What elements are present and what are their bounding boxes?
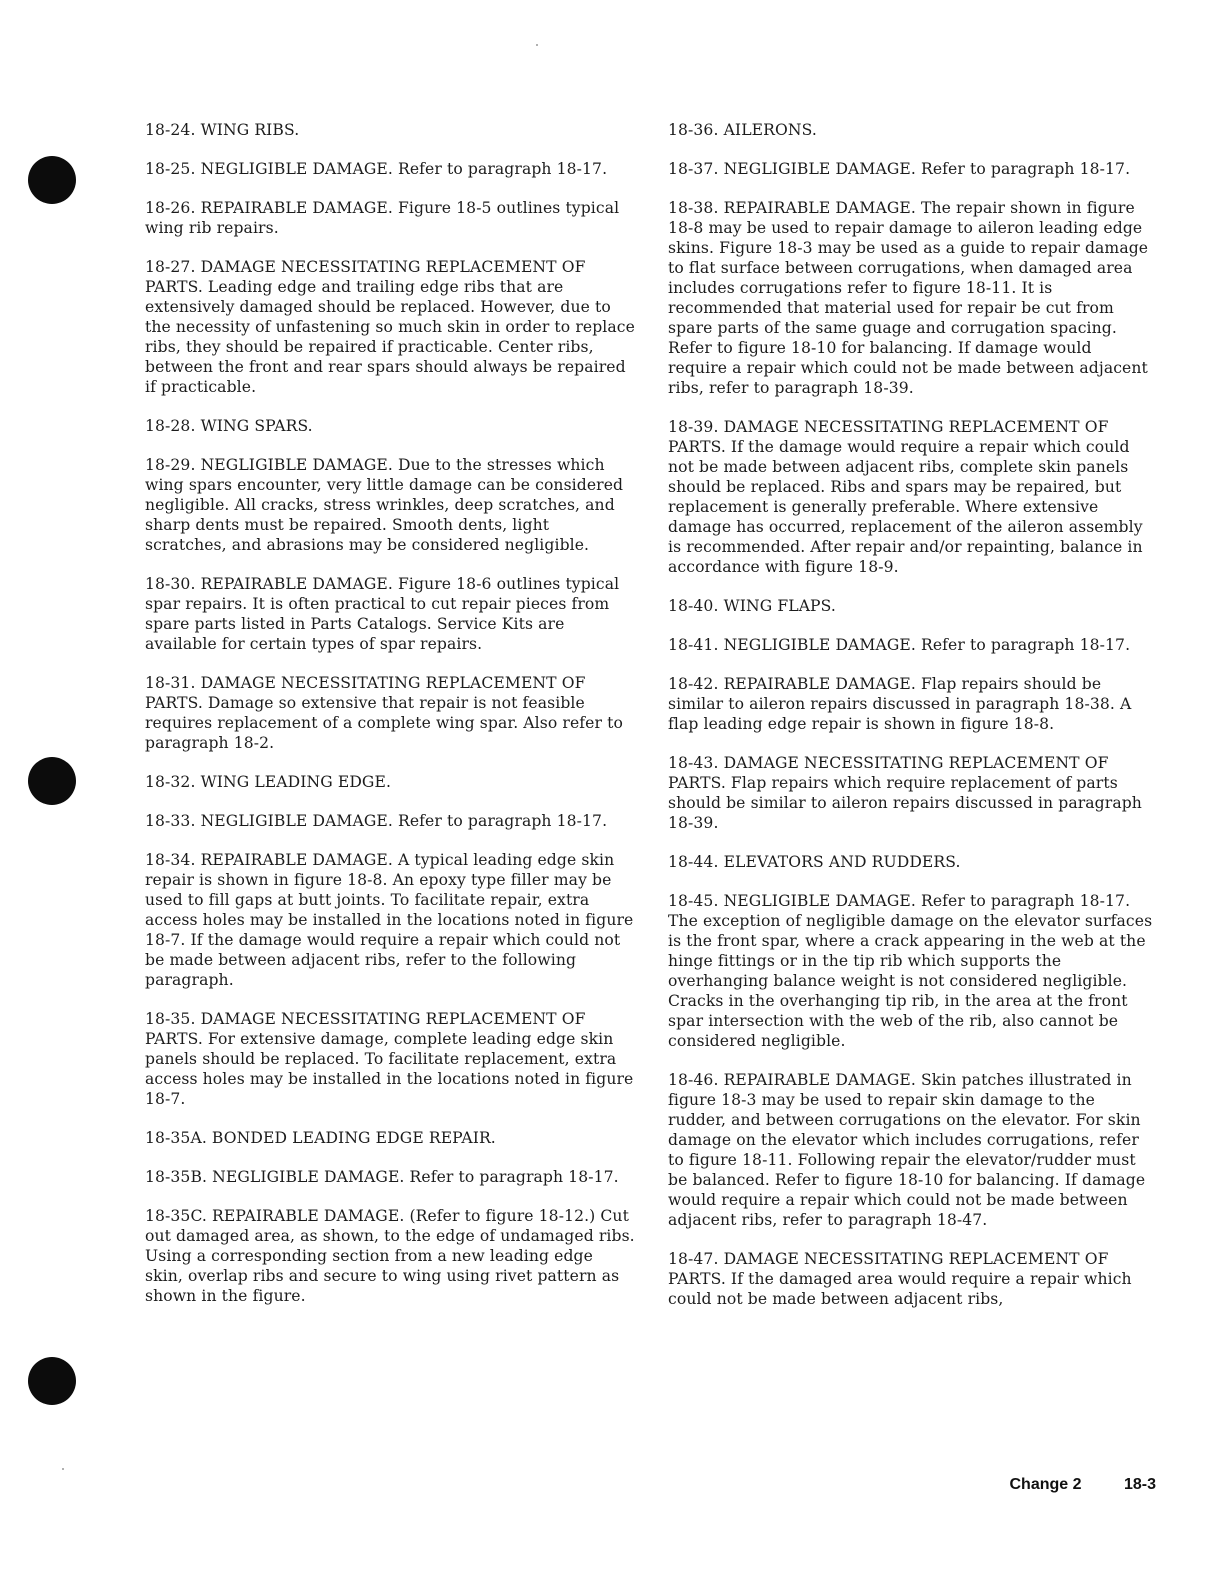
paragraph-18-42: 18-42. REPAIRABLE DAMAGE. Flap repairs should be similar to aileron repairs discussed in paragraph 18-38. A flap leading edge repair is shown in figure 18-8. <box>668 675 1132 733</box>
paragraph-18-36: 18-36. AILERONS. <box>668 121 817 139</box>
paragraph-18-24: 18-24. WING RIBS. <box>145 121 300 139</box>
paragraph-18-29: 18-29. NEGLIGIBLE DAMAGE. Due to the stresses which wing spars encounter, very little damage can be considered negligible. All cracks, stress wrinkles, deep scratches, and sharp dents must be repaired. Smooth dents, light scratches, and abrasions may be considered negligible. <box>145 456 624 554</box>
page-number: 18-3 <box>1123 1476 1156 1493</box>
paragraph-18-46: 18-46. REPAIRABLE DAMAGE. Skin patches illustrated in figure 18-3 may be used to repair skin damage to the rudder, and between corrugations on the elevator. For skin damage on the elevator which includes corrugations, refer to figure 18-11. Following repair the elevator/rudder must be balanced. Refer to figure 18-10 for balancing. If damage would require a repair which could not be made between adjacent ribs, refer to paragraph 18-47. <box>668 1071 1146 1229</box>
paragraph-18-35: 18-35. DAMAGE NECESSITATING REPLACEMENT OF PARTS. For extensive damage, complete leading edge skin panels should be replaced. To facilitate replacement, extra access holes may be installed in the locations noted in figure 18-7. <box>145 1010 634 1108</box>
paragraph-18-38: 18-38. REPAIRABLE DAMAGE. The repair shown in figure 18-8 may be used to repair damage to aileron leading edge skins. Figure 18-3 may be used as a guide to repair damage to flat surface between corrugations, when damaged area includes corrugations refer to figure 18-11. It is recommended that material used for repair be cut from spare parts of the same guage and corrugation spacing. Refer to figure 18-10 for balancing. If damage would require a repair which could not be made between adjacent ribs, refer to paragraph 18-39. <box>668 199 1149 397</box>
paragraph-18-39: 18-39. DAMAGE NECESSITATING REPLACEMENT OF PARTS. If the damage would require a repair which could not be made between adjacent ribs, complete skin panels should be replaced. Ribs and spars may be repaired, but replacement is generally preferable. Where extensive damage has occurred, replacement of the aileron assembly is recommended. After repair and/or repainting, balance in accordance with figure 18-9. <box>668 418 1143 576</box>
paragraph-18-35a: 18-35A. BONDED LEADING EDGE REPAIR. <box>145 1129 496 1147</box>
page-footer <box>1010 1476 1157 1494</box>
paragraph-18-47: 18-47. DAMAGE NECESSITATING REPLACEMENT OF PARTS. If the damaged area would require a repair which could not be made between adjacent ribs, <box>668 1250 1132 1308</box>
paragraph-18-34: 18-34. REPAIRABLE DAMAGE. A typical leading edge skin repair is shown in figure 18-8. An epoxy type filler may be used to fill gaps at butt joints. To facilitate repair, extra access holes may be installed in the locations noted in figure 18-7. If the damage would require a repair which could not be made between adjacent ribs, refer to the following paragraph. <box>145 851 634 989</box>
paragraph-18-45: 18-45. NEGLIGIBLE DAMAGE. Refer to paragraph 18-17. The exception of negligible damage on the elevator surfaces is the front spar, where a crack appearing in the web at the hinge fittings or in the tip rib which supports the overhanging balance weight is not considered negligible. Cracks in the overhanging tip rib, in the area at the front spar intersection with the web of the rib, also cannot be considered negligible. <box>668 892 1153 1050</box>
paragraph-18-30: 18-30. REPAIRABLE DAMAGE. Figure 18-6 outlines typical spar repairs. It is often practical to cut repair pieces from spare parts listed in Parts Catalogs. Service Kits are available for certain types of spar repairs. <box>145 575 620 653</box>
paragraph-18-37: 18-37. NEGLIGIBLE DAMAGE. Refer to paragraph 18-17. <box>668 160 1131 178</box>
paragraph-18-44: 18-44. ELEVATORS AND RUDDERS. <box>668 853 961 871</box>
paragraph-18-28: 18-28. WING SPARS. <box>145 417 313 435</box>
paragraph-18-31: 18-31. DAMAGE NECESSITATING REPLACEMENT OF PARTS. Damage so extensive that repair is not feasible requires replacement of a complete wing spar. Also refer to paragraph 18-2. <box>145 674 623 752</box>
scan-speck <box>536 44 538 46</box>
paragraph-18-32: 18-32. WING LEADING EDGE. <box>145 773 392 791</box>
scan-speck <box>62 1468 64 1470</box>
paragraph-18-25: 18-25. NEGLIGIBLE DAMAGE. Refer to paragraph 18-17. <box>145 160 608 178</box>
right-column <box>668 120 1154 1328</box>
paragraph-18-40: 18-40. WING FLAPS. <box>668 597 836 615</box>
paragraph-18-35b: 18-35B. NEGLIGIBLE DAMAGE. Refer to paragraph 18-17. <box>145 1168 619 1186</box>
punch-hole-bottom <box>28 1357 76 1405</box>
paragraph-18-35c: 18-35C. REPAIRABLE DAMAGE. (Refer to figure 18-12.) Cut out damaged area, as shown, to the edge of undamaged ribs. Using a corresponding section from a new leading edge skin, overlap ribs and secure to wing using rivet pattern as shown in the figure. <box>145 1207 635 1305</box>
paragraph-18-26: 18-26. REPAIRABLE DAMAGE. Figure 18-5 outlines typical wing rib repairs. <box>145 199 620 237</box>
paragraph-18-27: 18-27. DAMAGE NECESSITATING REPLACEMENT OF PARTS. Leading edge and trailing edge ribs that are extensively damaged should be replaced. However, due to the necessity of unfastening so much skin in order to replace ribs, they should be repaired if practicable. Center ribs, between the front and rear spars should always be repaired if practicable. <box>145 258 635 396</box>
left-column <box>145 120 635 1325</box>
paragraph-18-43: 18-43. DAMAGE NECESSITATING REPLACEMENT OF PARTS. Flap repairs which require replacement of parts should be similar to aileron repairs discussed in paragraph 18-39. <box>668 754 1142 832</box>
change-label: Change 2 <box>1009 1476 1082 1493</box>
punch-hole-middle <box>28 757 76 805</box>
punch-hole-top <box>28 156 76 204</box>
paragraph-18-33: 18-33. NEGLIGIBLE DAMAGE. Refer to paragraph 18-17. <box>145 812 608 830</box>
paragraph-18-41: 18-41. NEGLIGIBLE DAMAGE. Refer to paragraph 18-17. <box>668 636 1131 654</box>
